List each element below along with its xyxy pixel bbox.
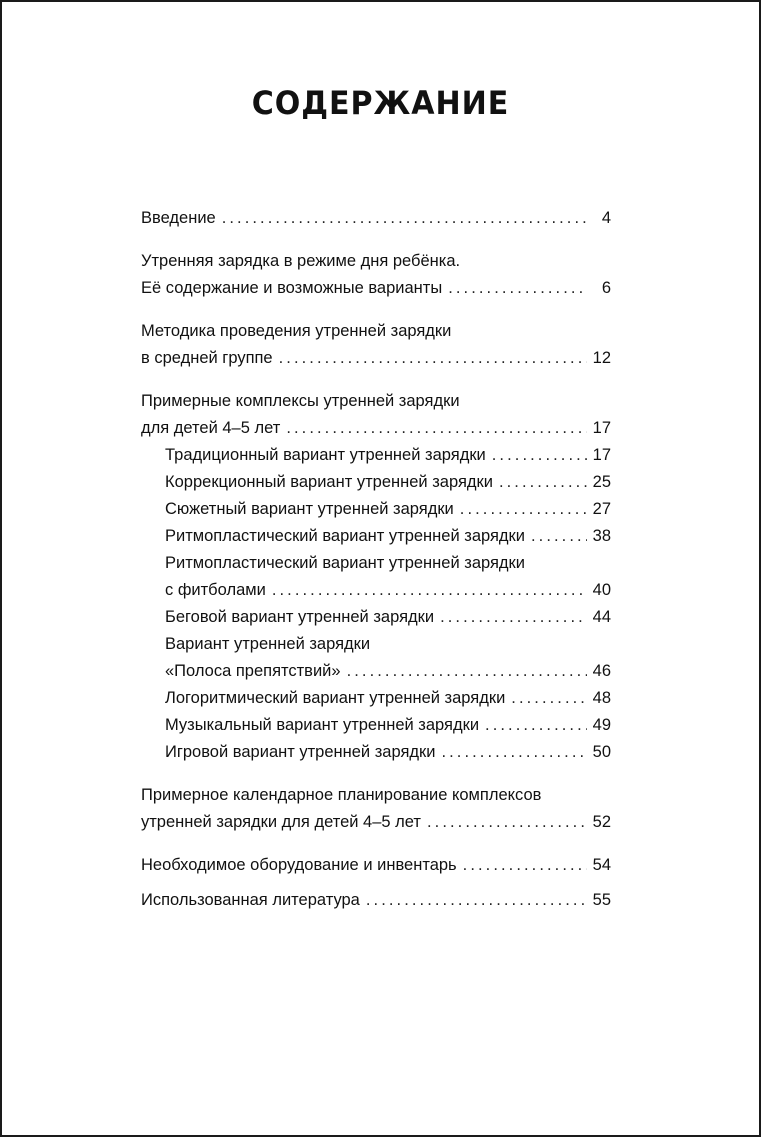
toc-entry-text: Традиционный вариант утренней зарядки	[165, 446, 486, 464]
toc-entry-text: Её содержание и возможные варианты	[141, 279, 443, 297]
toc-subentry-logo[interactable]	[141, 685, 611, 712]
toc-subentry-rhythmo[interactable]	[141, 523, 611, 550]
toc-page-number: 38	[592, 527, 611, 545]
toc-page-number: 4	[601, 209, 611, 227]
toc-entry-text: для детей 4–5 лет	[141, 419, 281, 437]
toc-entry-line1: Примерное календарное планирование комплексов	[141, 786, 542, 804]
toc-subentry-fitball[interactable]	[141, 550, 611, 604]
toc-page-number: 49	[592, 716, 611, 734]
dot-leader	[463, 852, 587, 879]
toc-entry-text: Ритмопластический вариант утренней зарядки	[165, 527, 525, 545]
toc-entry-text: Логоритмический вариант утренней зарядки	[165, 689, 506, 707]
toc-page-number: 44	[592, 608, 611, 626]
toc-page-number: 25	[592, 473, 611, 491]
toc-subentry-running[interactable]	[141, 604, 611, 631]
dot-leader	[427, 809, 587, 836]
dot-leader	[448, 275, 587, 302]
toc-entry-complexes[interactable]	[141, 388, 611, 442]
toc-entry-intro[interactable]	[141, 205, 611, 232]
toc-page-number: 50	[592, 743, 611, 761]
toc-page-number: 48	[592, 689, 611, 707]
toc-subentry-story[interactable]	[141, 496, 611, 523]
dot-leader	[460, 496, 587, 523]
toc-subentry-game[interactable]	[141, 739, 611, 766]
toc-entry-text: Необходимое оборудование и инвентарь	[141, 856, 457, 874]
dot-leader	[366, 887, 587, 914]
toc-entry-text: Игровой вариант утренней зарядки	[165, 743, 436, 761]
toc-page-number: 40	[592, 581, 611, 599]
toc-entry-literature[interactable]	[141, 887, 611, 914]
toc-entry-text: Музыкальный вариант утренней зарядки	[165, 716, 480, 734]
toc-subentry-music[interactable]	[141, 712, 611, 739]
toc-subentry-traditional[interactable]	[141, 442, 611, 469]
dot-leader	[272, 577, 587, 604]
toc-page-number: 52	[592, 813, 611, 831]
toc-entry-text: Беговой вариант утренней зарядки	[165, 608, 435, 626]
toc-page-number: 54	[592, 856, 611, 874]
toc-entry-method[interactable]	[141, 318, 611, 372]
toc-entry-calendar[interactable]	[141, 782, 611, 836]
toc-page-number: 55	[592, 891, 611, 909]
toc-entry-line1: Примерные комплексы утренней зарядки	[141, 392, 460, 410]
toc-page-number: 17	[592, 419, 611, 437]
toc-page-number: 12	[592, 349, 611, 367]
dot-leader	[531, 523, 587, 550]
toc-entry-text: «Полоса препятствий»	[165, 662, 341, 680]
toc-page-number: 6	[601, 279, 611, 297]
toc-page-number: 17	[592, 446, 611, 464]
dot-leader	[440, 604, 587, 631]
toc-entry-text: с фитболами	[165, 581, 266, 599]
toc-entry-line1: Ритмопластический вариант утренней зарядки	[165, 554, 525, 572]
toc-entry-text: в средней группе	[141, 349, 273, 367]
toc-subentry-correction[interactable]	[141, 469, 611, 496]
toc-entry-text: Введение	[141, 209, 216, 227]
toc-entry-text: Коррекционный вариант утренней зарядки	[165, 473, 493, 491]
toc-subentry-obstacle[interactable]	[141, 631, 611, 685]
page-title: СОДЕРЖАНИЕ	[251, 84, 510, 122]
toc-entry-text: Использованная литература	[141, 891, 360, 909]
dot-leader	[511, 685, 586, 712]
toc-page-number: 27	[592, 500, 611, 518]
dot-leader	[347, 658, 587, 685]
toc-page-number: 46	[592, 662, 611, 680]
toc-entry-morning[interactable]	[141, 248, 611, 302]
dot-leader	[222, 205, 587, 232]
toc-entry-line1: Методика проведения утренней зарядки	[141, 322, 452, 340]
toc-entry-line1: Вариант утренней зарядки	[165, 635, 371, 653]
toc-entry-equipment[interactable]	[141, 852, 611, 879]
dot-leader	[485, 712, 587, 739]
toc-entry-text: Сюжетный вариант утренней зарядки	[165, 500, 454, 518]
dot-leader	[499, 469, 587, 496]
toc-entry-line1: Утренняя зарядка в режиме дня ребёнка.	[141, 252, 461, 270]
toc-entry-text: утренней зарядки для детей 4–5 лет	[141, 813, 421, 831]
dot-leader	[279, 345, 587, 372]
dot-leader	[441, 739, 586, 766]
dot-leader	[286, 415, 586, 442]
table-of-contents	[141, 205, 611, 930]
dot-leader	[492, 442, 587, 469]
